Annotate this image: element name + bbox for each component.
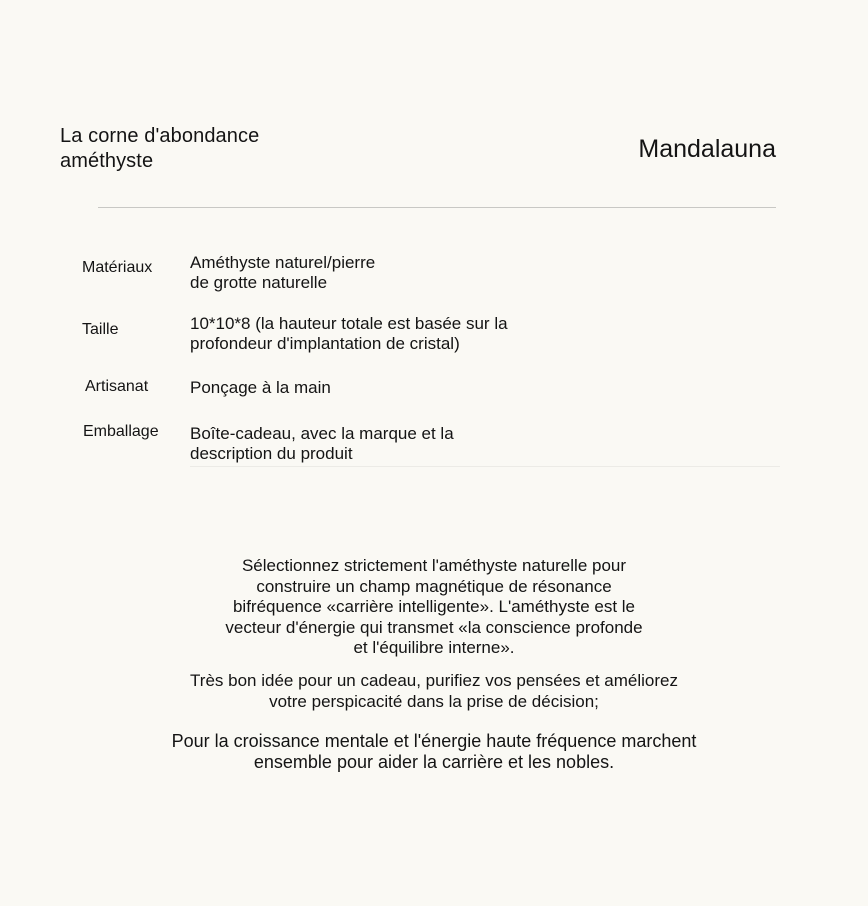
product-title: [60, 124, 259, 174]
spec-label: Artisanat: [85, 378, 149, 395]
description-line: Pour la croissance mentale et l'énergie haute fréquence marchent: [171, 731, 697, 751]
description-paragraph: [0, 671, 868, 712]
spec-value-line: 10*10*8 (la hauteur totale est basée sur la: [190, 314, 508, 333]
description-paragraph: [0, 556, 868, 659]
description-line: vecteur d'énergie qui transmet «la conscience profonde: [225, 617, 643, 637]
spec-value-line: Améthyste naturel/pierre: [190, 253, 376, 272]
spec-value-line: de grotte naturelle: [190, 273, 328, 292]
spec-value-line: description du produit: [190, 444, 353, 463]
spec-label: Emballage: [83, 423, 159, 440]
description-line: votre perspicacité dans la prise de décision;: [269, 691, 599, 711]
spec-value-line: Ponçage à la main: [190, 378, 331, 397]
description-line: construire un champ magnétique de résonance: [256, 576, 612, 596]
spec-label: Taille: [82, 321, 119, 338]
description-line: bifréquence «carrière intelligente». L'améthyste est le: [232, 597, 636, 616]
spec-value: [190, 424, 570, 464]
spec-value: [190, 378, 570, 398]
description-line: Sélectionnez strictement l'améthyste naturelle pour: [241, 556, 627, 575]
header-divider: [98, 207, 776, 208]
description-line: Très bon idée pour un cadeau, purifiez vos pensées et améliorez: [190, 671, 678, 690]
spec-value: [190, 314, 590, 354]
spec-value-line: profondeur d'implantation de cristal): [190, 334, 460, 353]
product-title-line: La corne d'abondance: [60, 125, 260, 147]
description-paragraph: [0, 731, 868, 773]
spec-divider: [190, 466, 780, 467]
spec-label: Matériaux: [82, 259, 153, 276]
product-title-line: améthyste: [60, 150, 154, 172]
description-line: ensemble pour aider la carrière et les nobles.: [253, 752, 615, 772]
description-line: et l'équilibre interne».: [353, 638, 515, 657]
brand-name: Mandalauna: [638, 135, 776, 163]
spec-value: [190, 253, 570, 293]
spec-value-line: Boîte-cadeau, avec la marque et la: [190, 424, 454, 443]
